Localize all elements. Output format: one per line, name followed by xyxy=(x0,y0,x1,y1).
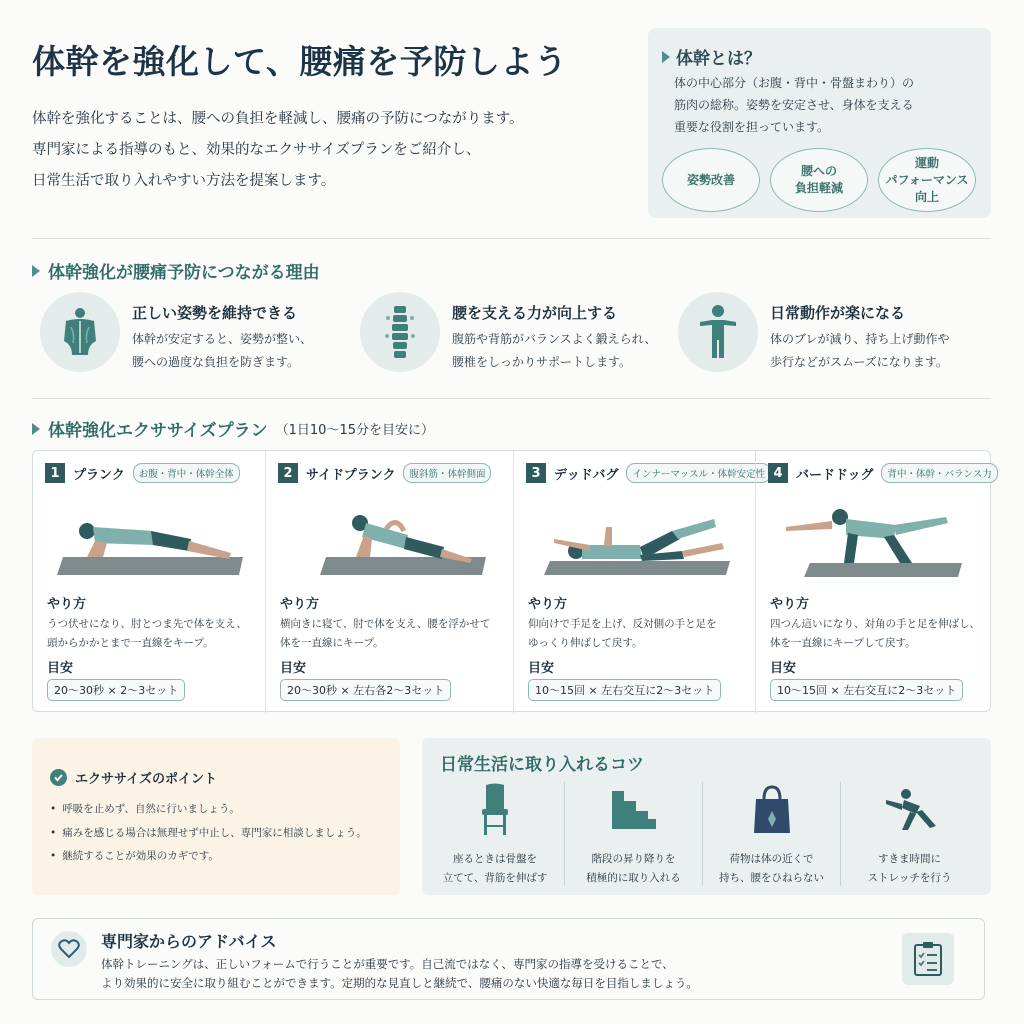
plan-section-title xyxy=(32,416,434,441)
divider xyxy=(32,398,991,399)
taikan-desc-line: 筋肉の総称。姿勢を安定させ、身体を支える xyxy=(674,98,914,112)
intro-line: 専門家による指導のもと、効果的なエクササイズプランをご紹介し、 xyxy=(32,142,481,158)
exercise-tag: インナーマッスル・体幹安定性 xyxy=(626,463,771,483)
exercise-target: 20〜30秒 × 左右各2〜3セット xyxy=(280,679,451,701)
bag-icon xyxy=(703,782,840,838)
exercise-desc xyxy=(770,615,980,653)
exercise-name: デッドバグ xyxy=(554,467,619,483)
exercise-number: 4 xyxy=(768,463,788,483)
daily-tips-box xyxy=(422,738,991,895)
chair-icon xyxy=(426,782,564,838)
tip-item xyxy=(426,782,564,886)
advice-title: 専門家からのアドバイス xyxy=(101,932,277,951)
exercise-number: 3 xyxy=(526,463,546,483)
reason-item-support xyxy=(360,292,680,382)
exercise-desc-line: うつ伏せになり、肘とつま先で体を支え、 xyxy=(47,618,247,630)
reason-desc-line: 体のブレが減り、持ち上げ動作や xyxy=(770,332,950,346)
dead-bug-illustration-icon xyxy=(524,501,746,581)
exercise-tag: 腹斜筋・体幹側面 xyxy=(403,463,491,483)
taikan-description xyxy=(674,72,974,138)
advice-text-line: 体幹トレーニングは、正しいフォームで行うことが重要です。自己流ではなく、専門家の指導を受けることで、 xyxy=(101,957,674,971)
advice-text xyxy=(101,955,698,993)
benefit-pill: 腰への 負担軽減 xyxy=(770,148,868,212)
exercise-header xyxy=(45,463,240,483)
method-label: やり方 xyxy=(47,597,87,612)
triangle-marker-icon xyxy=(32,423,40,435)
reasons-title-text: 体幹強化が腰痛予防につながる理由 xyxy=(48,263,320,283)
points-title-text: エクササイズのポイント xyxy=(75,772,217,787)
plan-title-text: 体幹強化エクササイズプラン xyxy=(48,421,268,441)
divider xyxy=(32,238,991,239)
exercise-number: 2 xyxy=(278,463,298,483)
reason-desc xyxy=(770,328,950,374)
tip-item xyxy=(564,782,702,886)
exercise-desc-line: 仰向けで手足を上げ、反対側の手と足を xyxy=(528,618,717,630)
exercise-card-dead-bug xyxy=(513,451,766,713)
list-item: • 痛みを感じる場合は無理せず中止し、専門家に相談しましょう。 xyxy=(50,822,367,846)
intro-text xyxy=(32,104,612,197)
taikan-desc-line: 体の中心部分（お腹・背中・骨盤まわり）の xyxy=(674,76,915,90)
exercise-plan-panel xyxy=(32,450,991,712)
exercise-card-plank xyxy=(33,451,265,713)
exercise-target: 20〜30秒 × 2〜3セット xyxy=(47,679,185,701)
reason-desc-line: 体幹が安定すると、姿勢が整い、 xyxy=(132,332,313,346)
benefit-pill: 運動 パフォーマンス 向上 xyxy=(878,148,976,212)
clipboard-checklist-icon xyxy=(902,933,954,985)
points-list xyxy=(50,798,367,869)
exercise-tag: 背中・体幹・バランス力 xyxy=(881,463,997,483)
tip-item xyxy=(702,782,840,886)
reason-title: 日常動作が楽になる xyxy=(770,304,906,322)
tip-text: 座るときは骨盤を 立てて、背筋を伸ばす xyxy=(442,853,548,884)
exercise-desc-line: ゆっくり伸ばして戻す。 xyxy=(528,637,643,649)
target-label: 目安 xyxy=(47,661,74,676)
plank-illustration-icon xyxy=(43,501,255,581)
exercise-desc-line: 四つん這いになり、対角の手と足を伸ばし、 xyxy=(770,618,980,630)
triangle-marker-icon xyxy=(32,265,40,277)
back-muscle-icon xyxy=(40,292,120,372)
benefit-pills xyxy=(662,148,976,212)
tip-item xyxy=(840,782,978,886)
target-label: 目安 xyxy=(770,661,797,676)
exercise-name: バードドッグ xyxy=(796,467,874,483)
exercise-points-box xyxy=(32,738,400,895)
page-title: 体幹を強化して、腰痛を予防しよう xyxy=(32,42,568,81)
tip-text: 階段の昇り降りを 積極的に取り入れる xyxy=(586,853,681,884)
exercise-number: 1 xyxy=(45,463,65,483)
exercise-target: 10〜15回 × 左右交互に2〜3セット xyxy=(770,679,963,701)
reason-item-posture xyxy=(40,292,360,382)
standing-person-icon xyxy=(678,292,758,372)
side-plank-illustration-icon xyxy=(276,501,502,581)
exercise-target: 10〜15回 × 左右交互に2〜3セット xyxy=(528,679,721,701)
exercise-name: プランク xyxy=(73,467,125,483)
exercise-desc-line: 体を一直線にキープ。 xyxy=(280,637,384,649)
exercise-desc-line: 横向きに寝て、肘で体を支え、腰を浮かせて xyxy=(280,618,491,630)
triangle-marker-icon xyxy=(662,51,670,63)
list-item: • 呼吸を止めず、自然に行いましょう。 xyxy=(50,798,367,822)
taikan-info-box xyxy=(648,28,991,218)
exercise-desc xyxy=(47,615,247,653)
exercise-name: サイドプランク xyxy=(306,467,396,483)
expert-advice-box xyxy=(32,918,985,1000)
exercise-header xyxy=(278,463,491,483)
exercise-desc-line: 体を一直線にキープして戻す。 xyxy=(770,637,916,649)
advice-text-line: より効果的に安全に取り組むことができます。定期的な見直しと継続で、腰痛のない快適な毎日を目指しましょう。 xyxy=(101,976,698,990)
target-label: 目安 xyxy=(528,661,555,676)
method-label: やり方 xyxy=(280,597,320,612)
list-item: • 継続することが効果のカギです。 xyxy=(50,845,367,869)
exercise-desc-line: 頭からかかとまで一直線をキープ。 xyxy=(47,637,214,649)
spine-icon xyxy=(360,292,440,372)
exercise-card-bird-dog xyxy=(755,451,990,713)
taikan-title xyxy=(662,44,761,69)
reasons-section-title xyxy=(32,258,320,283)
reason-desc-line: 腰への過度な負担を防ぎます。 xyxy=(132,355,300,369)
check-circle-icon xyxy=(50,769,67,786)
exercise-desc xyxy=(528,615,717,653)
heart-icon xyxy=(51,931,87,967)
tips-title: 日常生活に取り入れるコツ xyxy=(440,755,644,775)
reason-item-daily xyxy=(678,292,998,382)
exercise-card-side-plank xyxy=(265,451,513,713)
reason-title: 腰を支える力が向上する xyxy=(452,304,618,322)
exercise-tag: お腹・背中・体幹全体 xyxy=(133,463,240,483)
exercise-header xyxy=(768,463,998,483)
points-title xyxy=(50,768,217,787)
tip-text: すきま時間に ストレッチを行う xyxy=(867,853,952,884)
taikan-desc-line: 重要な役割を担っています。 xyxy=(674,120,830,134)
reason-title: 正しい姿勢を維持できる xyxy=(132,304,298,322)
exercise-desc xyxy=(280,615,490,653)
reason-desc xyxy=(452,328,656,374)
stretch-icon xyxy=(841,782,978,838)
intro-line: 日常生活で取り入れやすい方法を提案します。 xyxy=(32,173,336,189)
reason-desc-line: 歩行などがスムーズになります。 xyxy=(770,355,948,369)
method-label: やり方 xyxy=(770,597,810,612)
reason-desc-line: 腰椎をしっかりサポートします。 xyxy=(452,355,632,369)
method-label: やり方 xyxy=(528,597,568,612)
bird-dog-illustration-icon xyxy=(766,501,980,581)
exercise-header xyxy=(526,463,771,483)
target-label: 目安 xyxy=(280,661,307,676)
stairs-icon xyxy=(565,782,702,838)
taikan-title-text: 体幹とは？ xyxy=(676,49,761,69)
reason-desc xyxy=(132,328,312,374)
benefit-pill: 姿勢改善 xyxy=(662,148,760,212)
intro-line: 体幹を強化することは、腰への負担を軽減し、腰痛の予防につながります。 xyxy=(32,111,524,127)
plan-subtitle: （1日10〜15分を目安に） xyxy=(275,423,434,438)
reason-desc-line: 腹筋や背筋がバランスよく鍛えられ、 xyxy=(452,332,657,346)
tip-text: 荷物は体の近くで 持ち、腰をひねらない xyxy=(719,853,824,884)
